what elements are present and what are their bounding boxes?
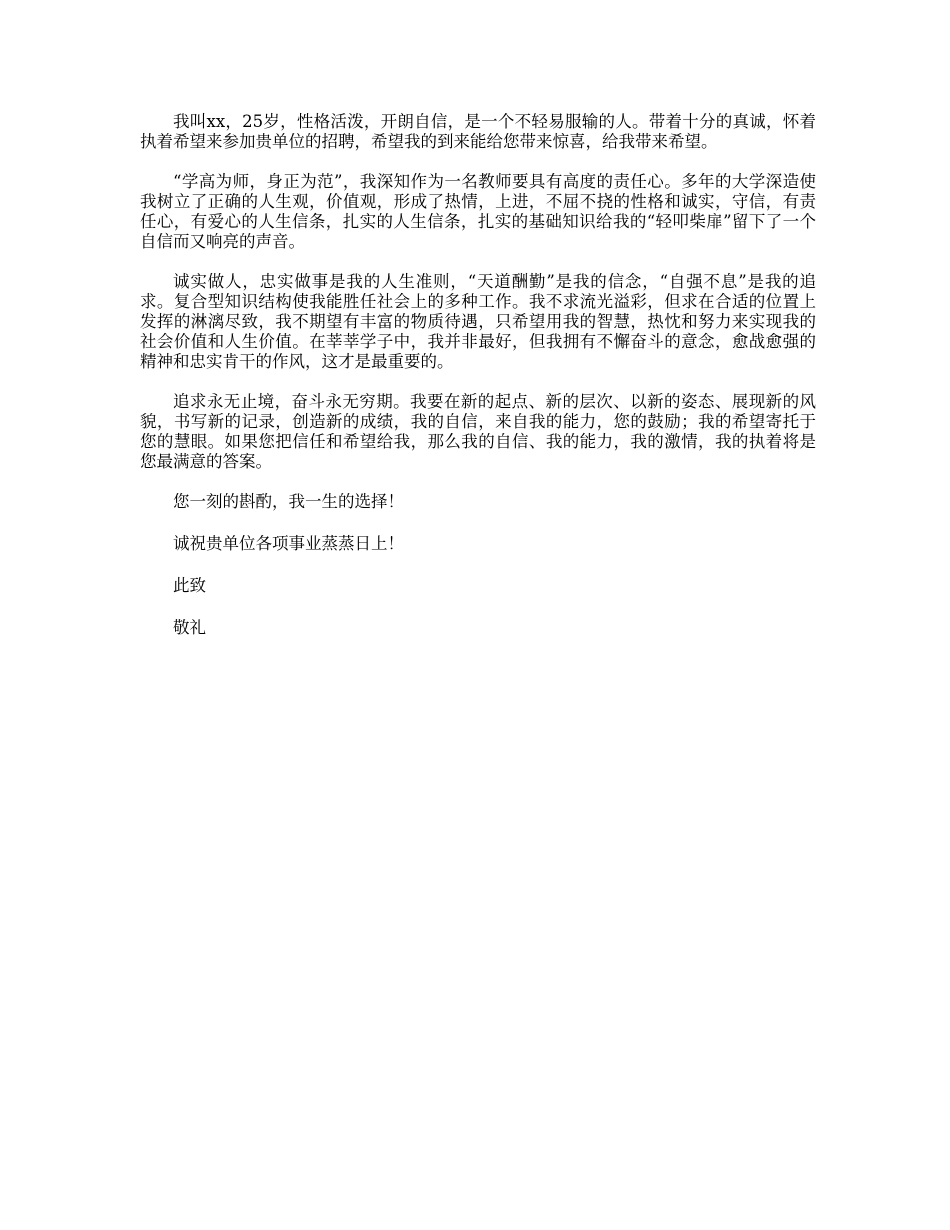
letter-body [140, 112, 816, 660]
paragraph-intro: 我叫xx，25岁，性格活泼，开朗自信，是一个不轻易服输的人。带着十分的真诚，怀着执着希望来参加贵单位的招聘，希望我的到来能给您带来惊喜，给我带来希望。 [140, 112, 816, 151]
paragraph-wishes: 诚祝贵单位各项事业蒸蒸日上！ [173, 534, 404, 553]
paragraph-principles: 诚实做人，忠实做事是我的人生准则，“天道酬勤”是我的信念，“自强不息”是我的追求。复合型知识结构使我能胜任社会上的多种工作。我不求流光溢彩，但求在合适的位置上发挥的淋漓尽致，我不期望有丰富的物质待遇，只希望用我的智慧，热忱和努力来实现我的社会价值和人生价值。在莘莘学子中，我并非最好，但我拥有不懈奋斗的意念，愈战愈强的精神和忠实肯干的作风，这才是最重要的。 [140, 272, 816, 371]
closing-regards: 敬礼 [173, 618, 206, 637]
closing-salutation: 此致 [173, 576, 206, 595]
paragraph-choice: 您一刻的斟酌，我一生的选择！ [173, 492, 404, 511]
paragraph-teacher-responsibility: “学高为师，身正为范”，我深知作为一名教师要具有高度的责任心。多年的大学深造使我树立了正确的人生观，价值观，形成了热情，上进，不屈不挠的性格和诚实，守信，有责任心，有爱心的人生信条，扎实的人生信条，扎实的基础知识给我的“轻叩柴扉”留下了一个自信而又响亮的声音。 [140, 172, 816, 251]
paragraph-pursuit: 追求永无止境，奋斗永无穷期。我要在新的起点、新的层次、以新的姿态、展现新的风貌，书写新的记录，创造新的成绩，我的自信，来自我的能力，您的鼓励；我的希望寄托于您的慧眼。如果您把信任和希望给我，那么我的自信、我的能力，我的激情，我的执着将是您最满意的答案。 [140, 392, 816, 471]
